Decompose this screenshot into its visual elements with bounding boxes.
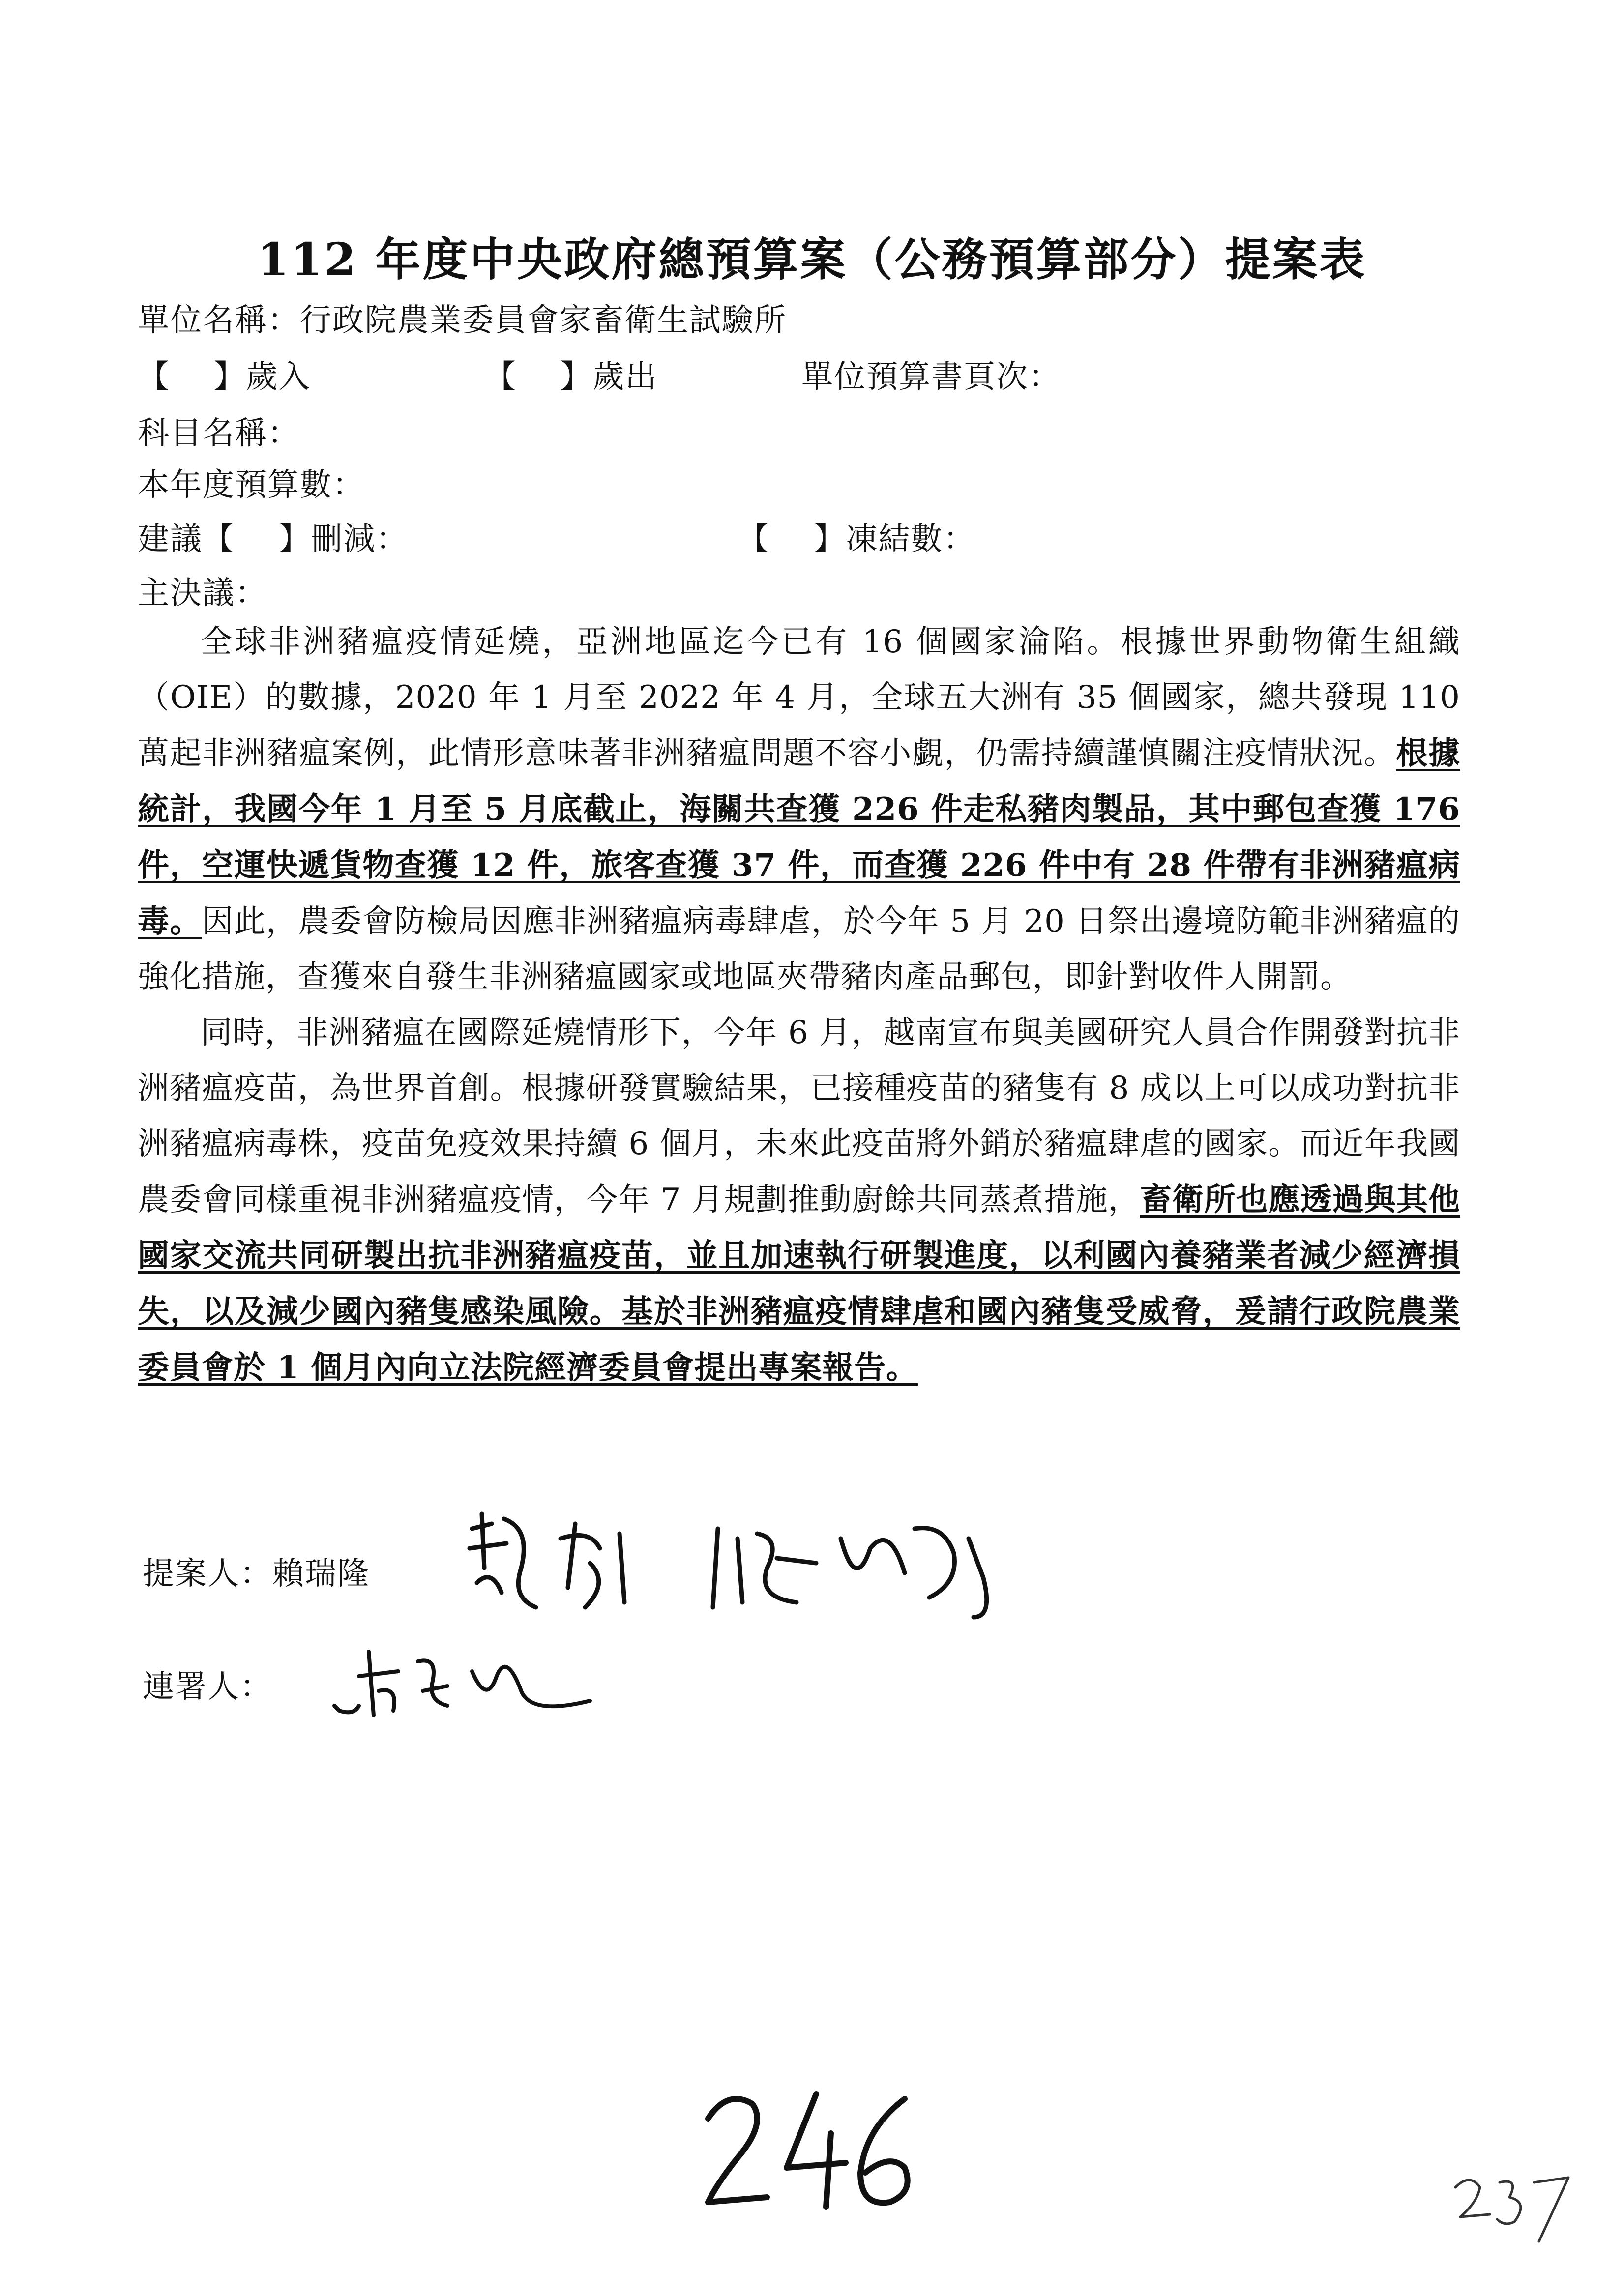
paragraph-2-highlight: 畜衛所也應透過與其他國家交流共同研製出抗非洲豬瘟疫苗，並且加速執行研製進度，以利國內養豬業者減少經濟損失，以及減少國內豬隻感染風險。基於非洲豬瘟疫情肆虐和國內豬隻受威脅，爰請行政院農業委員會於 1 個月內向立法院經濟委員會提出專案報告。 (138, 1181, 1461, 1386)
handwritten-page-number-text: 246 (698, 2084, 699, 2085)
paragraph-2 (138, 1005, 1460, 1396)
resolution-body (138, 614, 1460, 1396)
income-checkbox-row: 【 】歲入 (138, 359, 311, 395)
paragraph-1 (138, 614, 1460, 1005)
handwritten-corner-number (1450, 2168, 1578, 2246)
paragraph-2-text-a: 同時，非洲豬瘟在國際延燒情形下，今年 6 月，越南宣布與美國研究人員合作開發對抗非洲豬瘟疫苗，為世界首創。根據研發實驗結果，已接種疫苗的豬隻有 8 成以上可以成功對抗非洲豬瘟病毒株，疫苗免疫效果持續 6 個月，未來此疫苗將外銷於豬瘟肆虐的國家。而近年我國農委會同樣重視非洲豬瘟疫情，今年 7 月規劃推動廚餘共同蒸煮措施， (138, 1015, 1460, 1218)
subject-name-label: 科目名稱： (138, 415, 300, 452)
cosigner-label: 連署人： (143, 1669, 272, 1705)
budget-page-label: 單位預算書頁次： (801, 359, 1061, 395)
expense-checkbox-row: 【 】歲出 (484, 359, 658, 395)
handwritten-page-number (698, 2084, 919, 2212)
paragraph-1-text-b: 因此，農委會防檢局因應非洲豬瘟病毒肆虐，於今年 5 月 20 日祭出邊境防範非洲豬瘟的強化措施，查獲來自發生非洲豬瘟國家或地區夾帶豬肉產品郵包，即針對收件人開罰。 (138, 903, 1461, 995)
paragraph-1-text-a: 全球非洲豬瘟疫情延燒，亞洲地區迄今已有 16 個國家淪陷。根據世界動物衛生組織（OIE）的數據，2020 年 1 月至 2022 年 4 月，全球五大洲有 35 個國家，總共發現 110 萬起非洲豬瘟案例，此情形意味著非洲豬瘟問題不容小覷，仍需持續謹慎關注疫情狀況。 (138, 624, 1460, 772)
cosigner-signature (325, 1632, 600, 1730)
document-title: 112 年度中央政府總預算案（公務預算部分）提案表 (257, 233, 1367, 286)
proposer-label: 提案人：賴瑞隆 (143, 1556, 370, 1592)
resolution-label: 主決議： (138, 575, 267, 611)
freeze-amount-label: 【 】凍結數： (738, 521, 976, 557)
unit-name: 單位名稱：行政院農業委員會家畜衛生試驗所 (138, 302, 787, 339)
budget-amount-label: 本年度預算數： (138, 467, 365, 503)
suggest-cut-label: 建議【 】刪減： (138, 521, 409, 557)
proposer-signature (462, 1509, 1101, 1622)
paragraph-1-highlight: 根據統計，我國今年 1 月至 5 月底截止，海關共查獲 226 件走私豬肉製品，其中郵包查獲 176 件，空運快遞貨物查獲 12 件，旅客查獲 37 件，而查獲 226 件中有 28 件帶有非洲豬瘟病毒。 (138, 735, 1460, 940)
